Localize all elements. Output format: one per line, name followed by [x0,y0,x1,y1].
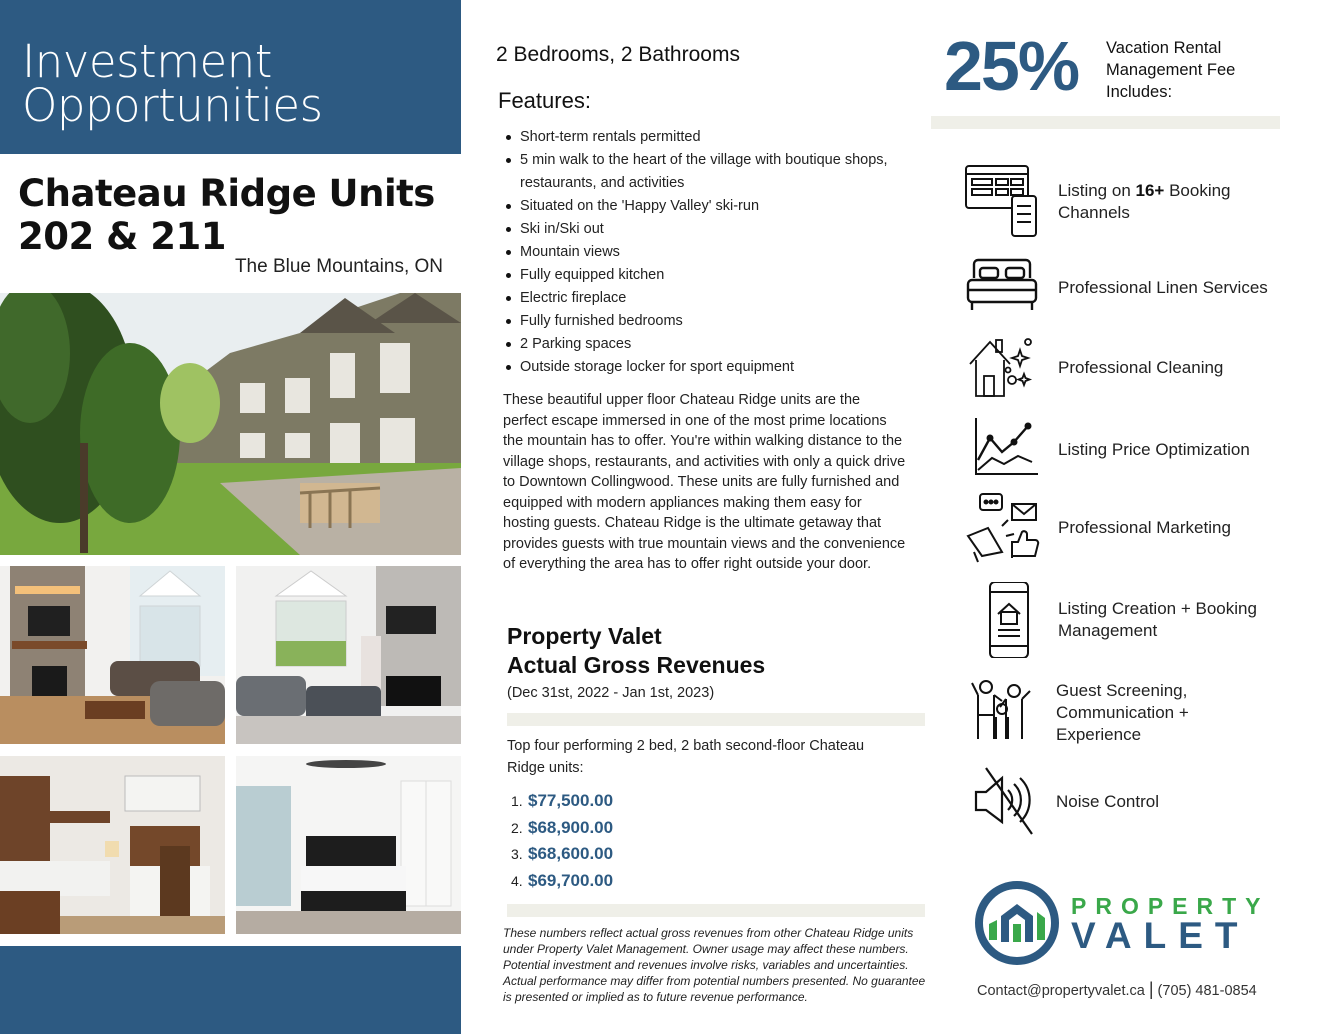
megaphone-icon [962,490,1042,566]
unit-title-line2: 202 & 211 [18,215,226,258]
page-title [22,35,323,132]
service-linen [962,250,1282,326]
feature-item: Outside storage locker for sport equipment [504,356,914,379]
service-label-highlight: 16+ [1135,181,1165,200]
master-bedroom-photo [236,756,461,934]
revenue-amount: $68,600.00 [528,844,614,863]
speaker-mute-icon [962,764,1042,840]
service-booking-channels [962,164,1282,240]
service-label: Professional Linen Services [1058,278,1268,297]
revenue-period: (Dec 31st, 2022 - Jan 1st, 2023) [507,685,715,701]
revenue-item [511,868,613,895]
bed-icon [962,250,1042,326]
page-title-line1: Investment [22,35,272,88]
feature-item: Mountain views [504,241,914,264]
feature-item: Short-term rentals permitted [504,126,914,149]
service-label: Listing Creation + Booking Management [1058,599,1257,640]
revenue-list [511,788,613,894]
property-description: These beautiful upper floor Chateau Ridge units are the perfect escape immersed in one of the most prime locations the mountain has to offer. You're within walking distance to the village shops, restaurants, and activities with only a quick drive to Downtown Collingwood. These units are fully furnished and equipped with modern appliances making them easy for hosting guests. Chateau Ridge is the ultimate getaway that provides guests with true mountain views and the convenience of everything the area has to offer right outside your door. [503,392,906,572]
service-label-text: Listing on [1058,181,1136,200]
disclaimer: These numbers reflect actual gross revenues from other Chateau Ridge units under Property Valet Management. Owner usage may affect these numbers. Potential investment and revenues involve risks, variables and uncertainties. Actual performance may differ from potential numbers presented. No guarantee is presented or implied as to future revenue performance. [503,926,926,1004]
contact-line [977,979,1257,1000]
revenue-title-line1: Property Valet [507,623,662,649]
footer-banner [0,946,461,1034]
contact-phone[interactable]: (705) 481-0854 [1157,983,1257,999]
unit-title-line1: Chateau Ridge Units [18,172,435,215]
contact-email[interactable]: Contact@propertyvalet.ca [977,983,1145,999]
features-heading: Features: [498,88,591,113]
brand-word-valet: VALET [1071,915,1250,956]
feature-item: Ski in/Ski out [504,218,914,241]
service-price-optimization [962,412,1282,488]
beds-baths: 2 Bedrooms, 2 Bathrooms [496,43,740,66]
revenue-item [511,815,613,842]
service-label [1058,180,1278,224]
brand-word-property: PROPERTY [1071,893,1270,919]
service-cleaning [962,330,1282,406]
family-icon [962,675,1042,751]
service-noise-control [962,764,1282,840]
revenue-amount: $69,700.00 [528,870,614,890]
feature-item: Situated on the 'Happy Valley' ski-run [504,195,914,218]
fee-percent: 25% [944,27,1079,105]
revenue-title-line2: Actual Gross Revenues [507,652,766,678]
divider-band [931,116,1280,129]
revenue-title [507,622,765,680]
service-label: Professional Marketing [1058,518,1231,537]
fee-label: Vacation Rental Management Fee Includes: [1106,39,1236,101]
location-text: The Blue Mountains, ON [234,256,443,277]
revenue-rank: 3. [511,846,523,862]
service-listing-creation [962,582,1282,658]
bunk-bedroom-photo [0,756,225,934]
revenue-amount: $68,900.00 [528,817,614,837]
booking-channels-icon [962,164,1042,240]
divider-band [507,713,925,726]
unit-title [18,172,435,258]
service-label: Professional Cleaning [1058,358,1224,377]
smartphone-home-icon [962,582,1042,658]
revenue-item [511,788,613,815]
service-label: Listing Price Optimization [1058,440,1250,459]
service-marketing [962,490,1282,566]
service-label-text: Booking Channels [1058,181,1231,222]
revenue-intro: Top four performing 2 bed, 2 bath second-floor Chateau Ridge units: [507,738,865,776]
service-label: Noise Control [1056,792,1159,811]
revenue-item [511,841,613,868]
feature-item: Electric fireplace [504,287,914,310]
feature-item: 5 min walk to the heart of the village with boutique shops, restaurants, and activities [504,149,914,195]
feature-item: Fully furnished bedrooms [504,310,914,333]
cleaning-house-icon [962,330,1042,406]
divider-band [507,904,925,917]
living-room-photo-2 [236,566,461,744]
feature-list [504,126,914,379]
revenue-rank: 4. [511,872,523,889]
feature-item: Fully equipped kitchen [504,264,914,287]
living-room-photo-1 [0,566,225,744]
line-chart-icon [962,412,1042,488]
feature-item: 2 Parking spaces [504,333,914,356]
revenue-amount: $77,500.00 [528,791,614,810]
service-label: Guest Screening, Communication + Experience [1056,681,1189,744]
contact-separator: | [1148,979,1154,999]
revenue-rank: 1. [511,793,523,809]
revenue-rank: 2. [511,819,523,836]
service-guest-screening [962,675,1282,751]
exterior-photo [0,293,461,555]
page-title-line2: Opportunities [22,79,323,132]
